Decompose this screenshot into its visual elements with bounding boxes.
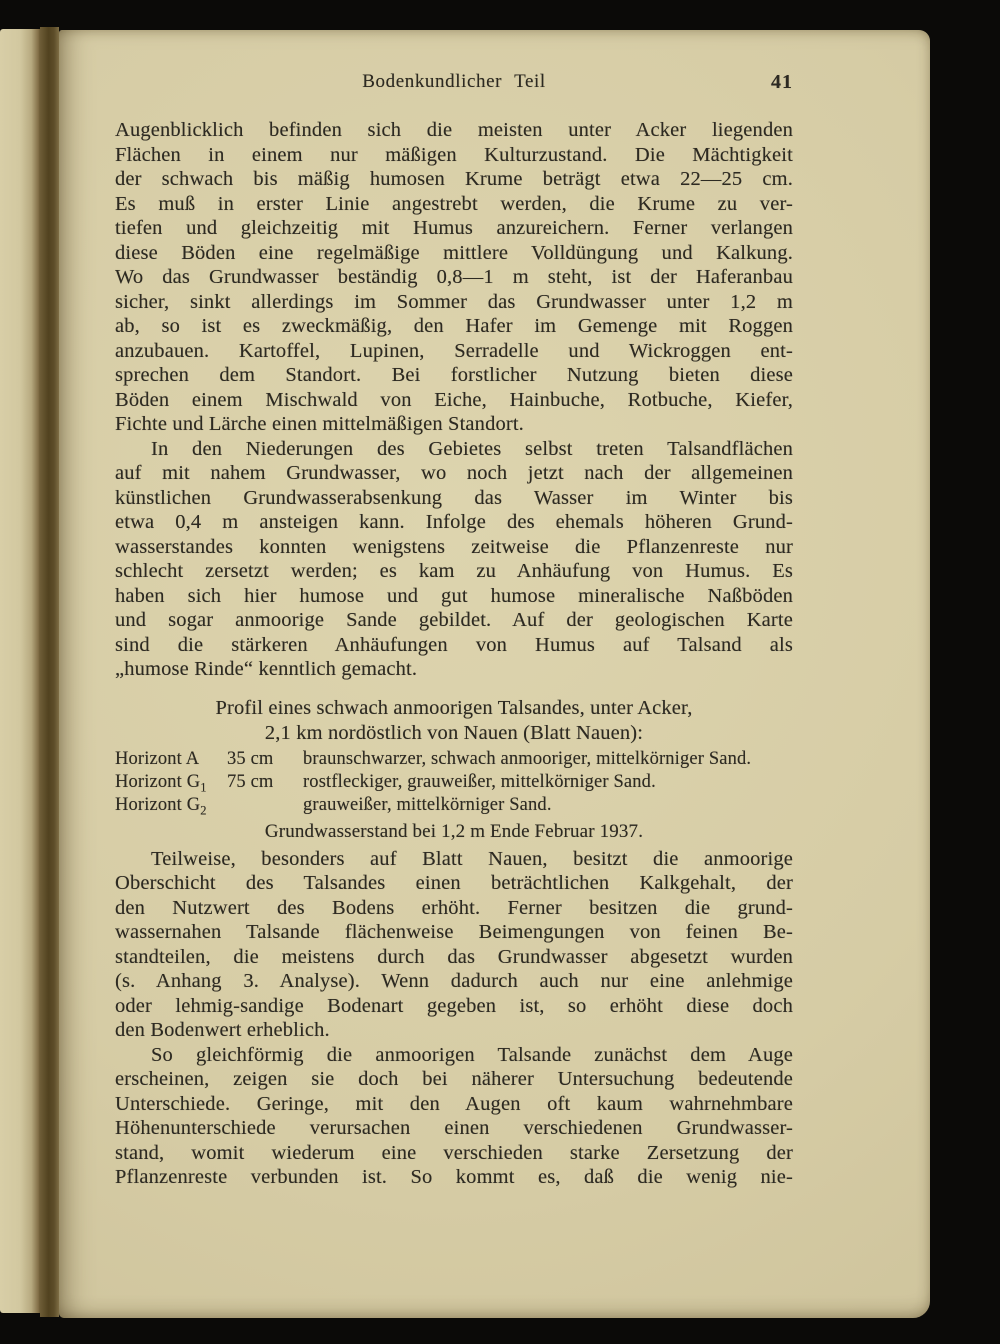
groundwater-footnote: Grundwasserstand bei 1,2 m Ende Februar 1937. [264,820,644,842]
text-line: Flächen in einem nur mäßigen Kulturzustand. Die Mächtigkeit [115,143,793,166]
text-line: Böden einem Mischwald von Eiche, Hainbuche, Rotbuche, Kiefer, [115,388,793,411]
page-number: 41 [771,71,793,93]
text-line: Wo das Grundwasser beständig 0,8—1 m steht, ist der Haferanbau [115,266,793,288]
text-line: diese Böden eine regelmäßige mittlere Volldüngung und Kalkung. [115,241,793,264]
horizon-label [115,748,227,771]
text-line: etwa 0,4 m ansteigen kann. Infolge des ehemals höheren Grund- [115,511,793,533]
text-line: und sogar anmoorige Sande gebildet. Auf der geologischen Karte [115,609,793,631]
text-line: Pflanzenreste verbunden ist. So kommt es, daß die wenig nie- [115,1166,793,1188]
text-line: „humose Rinde“ kenntlich gemacht. [115,658,418,680]
horizon-depth: 35 cm [227,748,274,769]
text-line: (s. Anhang 3. Analyse). Wenn dadurch auch nur eine anlehmige [115,970,793,992]
text-line: stand, womit wiederum eine verschieden starke Zersetzung der [115,1141,793,1164]
soil-profile-section [115,696,793,843]
horizon-label-subscript: 2 [200,803,207,818]
horizon-label [115,794,227,817]
text-line: wasserstandes konnten wenigstens zeitweise die Pflanzenreste nur [115,535,793,558]
text-line: den Bodenwert erheblich. [115,1019,330,1041]
text-line: tiefen und gleichzeitig mit Humus anzureichern. Ferner verlangen [115,217,793,239]
horizon-row [115,794,793,817]
paragraph-3 [115,847,793,1043]
paragraph-4 [115,1043,793,1190]
horizon-label-subscript: 1 [200,780,207,795]
horizon-label-text: Horizont G [115,794,201,815]
profile-table [115,748,793,817]
text-line: Augenblicklich befinden sich die meisten unter Acker liegenden [115,119,793,141]
horizon-description: grauweißer, mittelkörniger Sand. [303,794,552,815]
horizon-row [115,748,793,771]
text-line: Profil eines schwach anmoorigen Talsandes, unter Acker, [215,696,693,719]
text-line: Fichte und Lärche einen mittelmäßigen Standort. [115,413,524,435]
book-gutter-shadow [40,27,59,1317]
text-line: oder lehmig-sandige Bodenart gegeben ist, so erhöht diese doch [115,994,793,1017]
horizon-label [115,771,227,794]
horizon-label-text: Horizont G [115,771,201,792]
text-line: haben sich hier humose und gut humose mineralische Naßböden [115,584,793,607]
text-line: auf mit nahem Grundwasser, wo noch jetzt nach der allgemeinen [115,462,793,484]
text-line: standteilen, die meistens durch das Grundwasser abgesetzt wurden [115,945,793,968]
profile-intro [115,696,793,746]
paragraph-1 [115,118,793,437]
text-block [115,70,793,1190]
text-line: sprechen dem Standort. Bei forstlicher Nutzung bieten diese [115,364,793,386]
horizon-label-text: Horizont A [115,748,200,769]
horizon-description: rostfleckiger, grauweißer, mittelkörniger Sand. [303,771,656,792]
text-line: Teilweise, besonders auf Blatt Nauen, besitzt die anmoorige [151,847,793,870]
text-line: In den Niederungen des Gebietes selbst treten Talsandflächen [151,437,793,460]
horizon-depth: 75 cm [227,771,274,792]
paragraph-2 [115,437,793,682]
horizon-row [115,771,793,794]
running-header-title: Bodenkundlicher Teil [362,71,546,92]
text-line: 2,1 km nordöstlich von Nauen (Blatt Nauen): [264,721,644,744]
previous-page-edge [0,29,40,1313]
text-line: Oberschicht des Talsandes einen beträchtlichen Kalkgehalt, der [115,872,793,894]
text-line: künstlichen Grundwasserabsenkung das Wasser im Winter bis [115,486,793,509]
text-line: der schwach bis mäßig humosen Krume beträgt etwa 22—25 cm. [115,168,793,190]
text-line: Es muß in erster Linie angestrebt werden, die Krume zu ver- [115,192,793,215]
text-line: So gleichförmig die anmoorigen Talsande zunächst dem Auge [151,1043,793,1066]
horizon-depth [227,794,303,817]
text-line: anzubauen. Kartoffel, Lupinen, Serradelle und Wickroggen ent- [115,339,793,362]
text-line: sicher, sinkt allerdings im Sommer das Grundwasser unter 1,2 m [115,290,793,313]
book-page [59,30,930,1318]
horizon-description: braunschwarzer, schwach anmooriger, mittelkörniger Sand. [303,748,752,769]
text-line: ab, so ist es zweckmäßig, den Hafer im Gemenge mit Roggen [115,315,793,337]
text-line: Höhenunterschiede verursachen einen verschiedenen Grundwasser- [115,1117,793,1139]
text-line: sind die stärkeren Anhäufungen von Humus auf Talsand als [115,633,793,656]
text-line: erscheinen, zeigen sie doch bei näherer Untersuchung bedeutende [115,1068,793,1090]
text-line: Unterschiede. Geringe, mit den Augen oft kaum wahrnehmbare [115,1092,793,1115]
text-line: den Nutzwert des Bodens erhöht. Ferner besitzen die grund- [115,896,793,919]
text-line: schlecht zersetzt werden; es kam zu Anhäufung von Humus. Es [115,560,793,582]
text-line: wassernahen Talsande flächenweise Beimengungen von feinen Be- [115,921,793,943]
running-header [115,70,793,96]
